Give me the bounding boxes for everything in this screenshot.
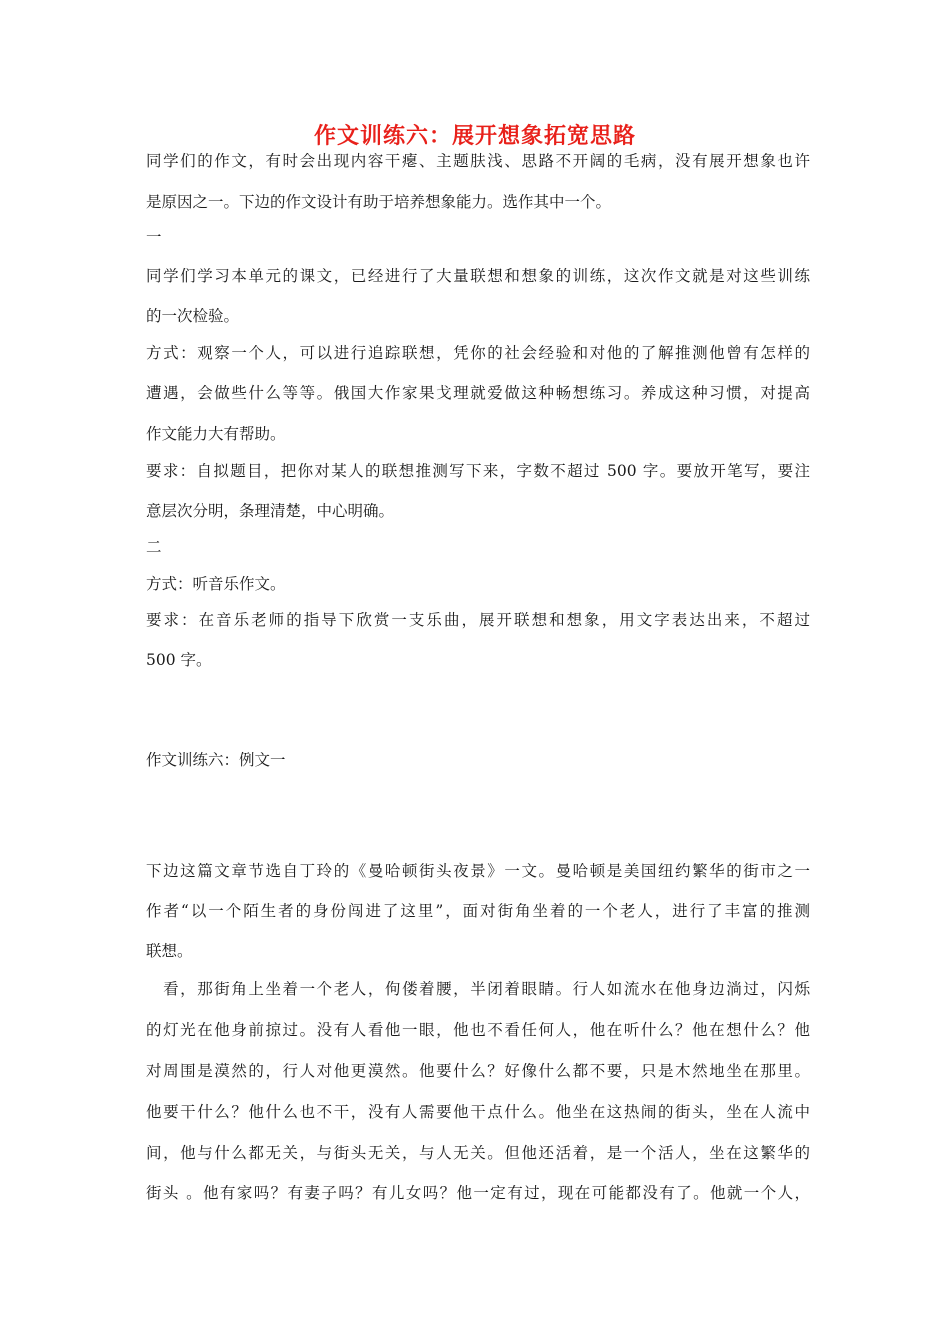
section-number: 二 xyxy=(146,538,162,556)
paragraph-line: 对周围是漠然的，行人对他更漠然。他要什么？好像什么都不要，只是木然地坐在那里。 xyxy=(146,1062,810,1080)
paragraph-line: 的灯光在他身前掠过。没有人看他一眼，他也不看任何人，他在听什么？他在想什么？他 xyxy=(146,1021,810,1039)
paragraph-line: 作文能力大有帮助。 xyxy=(146,425,286,443)
paragraph-line: 500 字。 xyxy=(146,651,212,669)
paragraph-line: 是原因之一。下边的作文设计有助于培养想象能力。选作其中一个。 xyxy=(146,193,612,211)
paragraph-line: 要求：在音乐老师的指导下欣赏一支乐曲，展开联想和想象，用文字表达出来，不超过 xyxy=(146,611,810,629)
paragraph-line: 作者“以一个陌生者的身份闯进了这里”，面对街角坐着的一个老人，进行了丰富的推测 xyxy=(146,902,810,920)
paragraph-line: 街头 。他有家吗？有妻子吗？有儿女吗？他一定有过，现在可能都没有了。他就一个人， xyxy=(146,1184,810,1202)
paragraph-line: 联想。 xyxy=(146,942,193,960)
paragraph-line: 方式：观察一个人，可以进行追踪联想，凭你的社会经验和对他的了解推测他曾有怎样的 xyxy=(146,344,810,362)
example-heading: 作文训练六：例文一 xyxy=(146,751,286,769)
paragraph-line: 意层次分明，条理清楚，中心明确。 xyxy=(146,502,395,520)
paragraph-line: 下边这篇文章节选自丁玲的《曼哈顿街头夜景》一文。曼哈顿是美国纽约繁华的街市之一 xyxy=(146,862,810,880)
document-title: 作文训练六：展开想象拓宽思路 xyxy=(313,123,636,149)
paragraph-line: 同学们学习本单元的课文，已经进行了大量联想和想象的训练，这次作文就是对这些训练 xyxy=(146,267,810,285)
paragraph-line: 他要干什么？他什么也不干，没有人需要他干点什么。他坐在这热闹的街头，坐在人流中 xyxy=(146,1103,810,1121)
paragraph-line: 方式：听音乐作文。 xyxy=(146,575,286,593)
paragraph-line: 看，那街角上坐着一个老人，佝偻着腰，半闭着眼睛。行人如流水在他身边淌过，闪烁 xyxy=(146,980,810,998)
paragraph-line: 同学们的作文，有时会出现内容干瘪、主题肤浅、思路不开阔的毛病，没有展开想象也许 xyxy=(146,152,810,170)
paragraph-line: 要求：自拟题目，把你对某人的联想推测写下来，字数不超过 500 字。要放开笔写，要注 xyxy=(146,462,810,480)
paragraph-line: 遭遇，会做些什么等等。俄国大作家果戈理就爱做这种畅想练习。养成这种习惯，对提高 xyxy=(146,384,810,402)
paragraph-line: 间，他与什么都无关，与街头无关，与人无关。但他还活着，是一个活人，坐在这繁华的 xyxy=(146,1144,810,1162)
paragraph-line: 的一次检验。 xyxy=(146,307,240,325)
section-number: 一 xyxy=(146,228,162,246)
